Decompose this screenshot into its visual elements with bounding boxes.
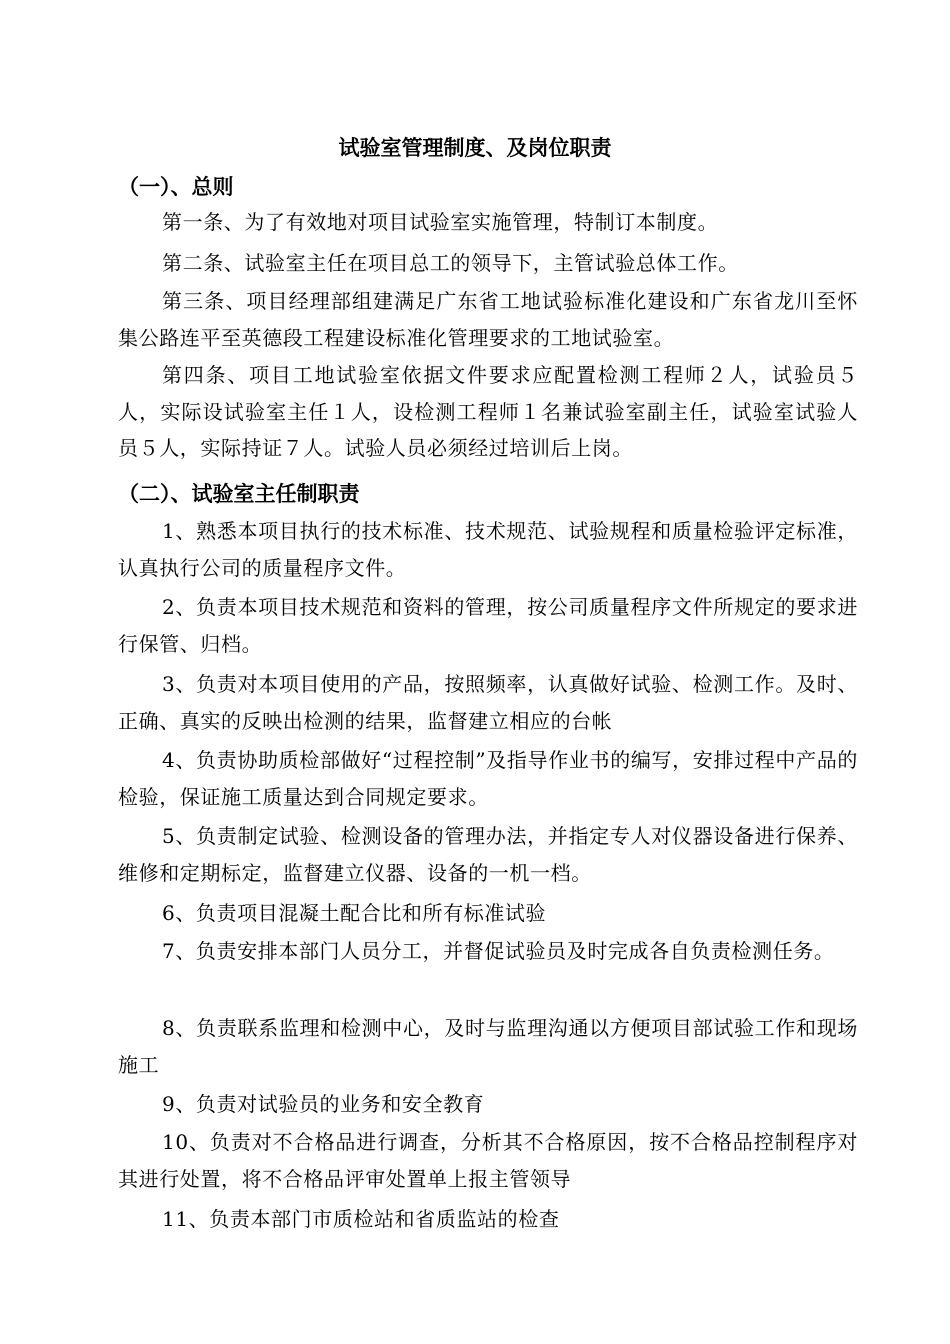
duty-item-3: 3、负责对本项目使用的产品，按照频率，认真做好试验、检测工作。及时、正确、真实的反映出检测的结果，监督建立相应的台帐 (118, 672, 858, 733)
duty-item-7: 7、负责安排本部门人员分工，并督促试验员及时完成各自负责检测任务。 (162, 939, 835, 963)
duty-item-8: 8、负责联系监理和检测中心，及时与监理沟通以方便项目部试验工作和现场施工 (118, 1016, 858, 1077)
article-4: 第四条、项目工地试验室依据文件要求应配置检测工程师２人，试验员５人，实际设试验室主任１人，设检测工程师１名兼试验室副主任，试验室试验人员５人，实际持证７人。试验人员必须经过培训后上岗。 (118, 363, 858, 460)
duty-item-1: 1、熟悉本项目执行的技术标准、技术规范、试验规程和质量检验评定标准，认真执行公司的质量程序文件。 (118, 519, 858, 580)
duty-item-2: 2、负责本项目技术规范和资料的管理，按公司质量程序文件所规定的要求进行保管、归档。 (118, 595, 858, 656)
duty-item-11: 11、负责本部门市质检站和省质监站的检查 (162, 1207, 560, 1231)
section-heading-director-duties: （二）、试验室主任制职责 (118, 481, 360, 506)
section-heading-general: （一）、总则 (118, 174, 234, 199)
duty-item-9: 9、负责对试验员的业务和安全教育 (162, 1092, 485, 1116)
duty-item-10: 10、负责对不合格品进行调查，分析其不合格原因，按不合格品控制程序对其进行处置，将不合格品评审处置单上报主管领导 (118, 1130, 858, 1191)
article-3: 第三条、项目经理部组建满足广东省工地试验标准化建设和广东省龙川至怀集公路连平至英德段工程建设标准化管理要求的工地试验室。 (118, 289, 858, 350)
duty-item-6: 6、负责项目混凝土配合比和所有标准试验 (162, 901, 547, 925)
document-title: 试验室管理制度、及岗位职责 (338, 135, 612, 160)
article-2: 第二条、试验室主任在项目总工的领导下，主管试验总体工作。 (162, 251, 739, 275)
article-1: 第一条、为了有效地对项目试验室实施管理，特制订本制度。 (162, 210, 719, 234)
duty-item-4: 4、负责协助质检部做好“过程控制”及指导作业书的编写，安排过程中产品的检验，保证施工质量达到合同规定要求。 (118, 748, 858, 809)
duty-item-5: 5、负责制定试验、检测设备的管理办法，并指定专人对仪器设备进行保养、维修和定期标定，监督建立仪器、设备的一机一档。 (118, 824, 858, 885)
